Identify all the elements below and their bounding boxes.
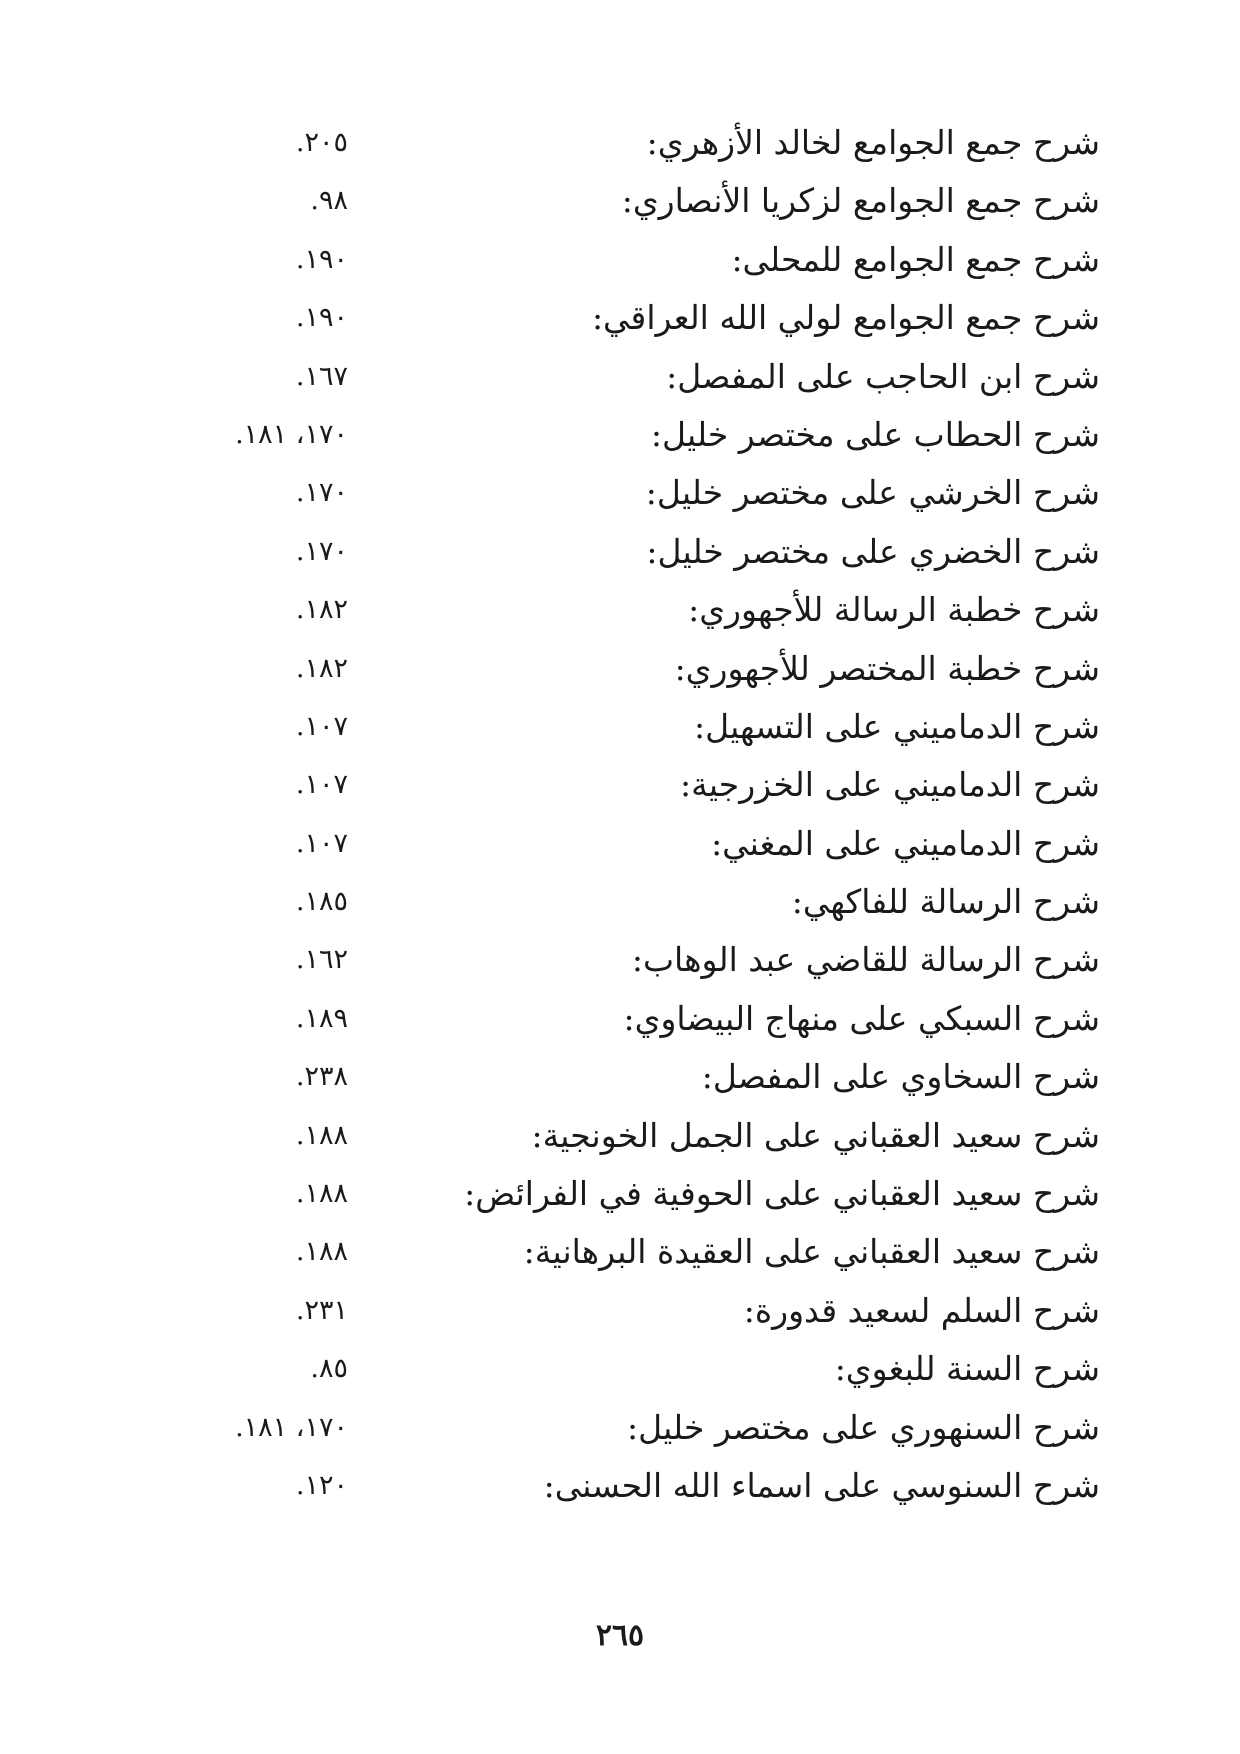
index-entry xyxy=(0,1461,1240,1519)
entry-title: شرح سعيد العقباني على الجمل الخونجية: xyxy=(531,1115,1100,1155)
entry-pages: ١٧٠، ١٨١. xyxy=(235,418,348,450)
entry-title: شرح سعيد العقباني على العقيدة البرهانية: xyxy=(523,1232,1100,1272)
index-entry xyxy=(0,410,1240,468)
entry-pages: ١٦٢. xyxy=(295,944,348,976)
entry-title: شرح جمع الجوامع لخالد الأزهري: xyxy=(646,123,1100,162)
index-entry xyxy=(0,235,1240,293)
index-list xyxy=(0,118,1240,1519)
index-entry xyxy=(0,118,1240,176)
entry-pages: ١٨٨. xyxy=(295,1119,348,1151)
entry-title: شرح الحطاب على مختصر خليل: xyxy=(650,414,1100,454)
entry-pages: ١٨٥. xyxy=(295,886,348,918)
entry-pages: ١٢٠. xyxy=(295,1469,348,1501)
index-entry xyxy=(0,1111,1240,1169)
index-entry xyxy=(0,1344,1240,1402)
entry-title: شرح جمع الجوامع لولي الله العراقي: xyxy=(591,298,1100,338)
entry-title: شرح جمع الجوامع للمحلى: xyxy=(731,239,1100,279)
entry-title: شرح سعيد العقباني على الحوفية في الفرائض: xyxy=(464,1174,1100,1214)
entry-pages: ١٦٧. xyxy=(295,360,348,392)
index-entry xyxy=(0,702,1240,760)
entry-pages: ١٧٠، ١٨١. xyxy=(235,1411,348,1443)
entry-title: شرح ابن الحاجب على المفصل: xyxy=(666,356,1100,396)
entry-pages: ٩٨. xyxy=(310,185,348,217)
index-entry xyxy=(0,877,1240,935)
entry-pages: ١٧٠. xyxy=(295,477,348,509)
index-entry xyxy=(0,819,1240,877)
index-entry xyxy=(0,468,1240,526)
entry-title: شرح خطبة المختصر للأجهوري: xyxy=(674,648,1100,688)
entry-title: شرح السبكي على منهاج البيضاوي: xyxy=(623,998,1100,1038)
index-entry xyxy=(0,1403,1240,1461)
entry-pages: ١٠٧. xyxy=(295,710,348,742)
entry-pages: ١٨٢. xyxy=(295,652,348,684)
entry-pages: ١٠٧. xyxy=(295,827,348,859)
entry-title: شرح الدماميني على الخزرجية: xyxy=(680,765,1100,805)
entry-title: شرح الدماميني على المغني: xyxy=(711,823,1100,863)
index-entry xyxy=(0,176,1240,234)
index-entry xyxy=(0,352,1240,410)
entry-pages: ١٠٧. xyxy=(295,769,348,801)
entry-title: شرح الخضري على مختصر خليل: xyxy=(646,531,1100,571)
entry-title: شرح خطبة الرسالة للأجهوري: xyxy=(688,590,1100,630)
entry-pages: ١٨٨. xyxy=(295,1178,348,1210)
entry-title: شرح جمع الجوامع لزكريا الأنصاري: xyxy=(621,181,1100,221)
index-entry xyxy=(0,585,1240,643)
index-entry xyxy=(0,1169,1240,1227)
index-entry xyxy=(0,1227,1240,1285)
entry-title: شرح السنهوري على مختصر خليل: xyxy=(626,1407,1100,1447)
entry-pages: ١٩٠. xyxy=(295,243,348,275)
entry-pages: ٢٣٨. xyxy=(295,1061,348,1093)
entry-pages: ١٩٠. xyxy=(295,302,348,334)
entry-title: شرح الخرشي على مختصر خليل: xyxy=(645,473,1100,513)
entry-pages: ٢٠٥. xyxy=(295,127,348,158)
index-entry xyxy=(0,527,1240,585)
index-entry xyxy=(0,935,1240,993)
index-entry xyxy=(0,994,1240,1052)
entry-title: شرح الرسالة للقاضي عبد الوهاب: xyxy=(631,940,1100,980)
entry-pages: ١٨٩. xyxy=(295,1002,348,1034)
entry-pages: ٨٥. xyxy=(310,1353,348,1385)
entry-title: شرح الرسالة للفاكهي: xyxy=(791,882,1100,922)
entry-title: شرح السنة للبغوي: xyxy=(834,1349,1100,1389)
index-entry xyxy=(0,1286,1240,1344)
entry-pages: ١٧٠. xyxy=(295,535,348,567)
index-entry xyxy=(0,760,1240,818)
entry-title: شرح السلم لسعيد قدورة: xyxy=(743,1290,1100,1330)
entry-pages: ١٨٢. xyxy=(295,594,348,626)
entry-pages: ١٨٨. xyxy=(295,1236,348,1268)
entry-title: شرح السنوسي على اسماء الله الحسنى: xyxy=(543,1465,1100,1505)
entry-title: شرح الدماميني على التسهيل: xyxy=(693,706,1100,746)
page-number: ٢٦٥ xyxy=(595,1618,645,1653)
index-entry xyxy=(0,293,1240,351)
entry-title: شرح السخاوي على المفصل: xyxy=(701,1057,1100,1097)
entry-pages: ٢٣١. xyxy=(295,1294,348,1326)
index-entry xyxy=(0,644,1240,702)
index-entry xyxy=(0,1052,1240,1110)
